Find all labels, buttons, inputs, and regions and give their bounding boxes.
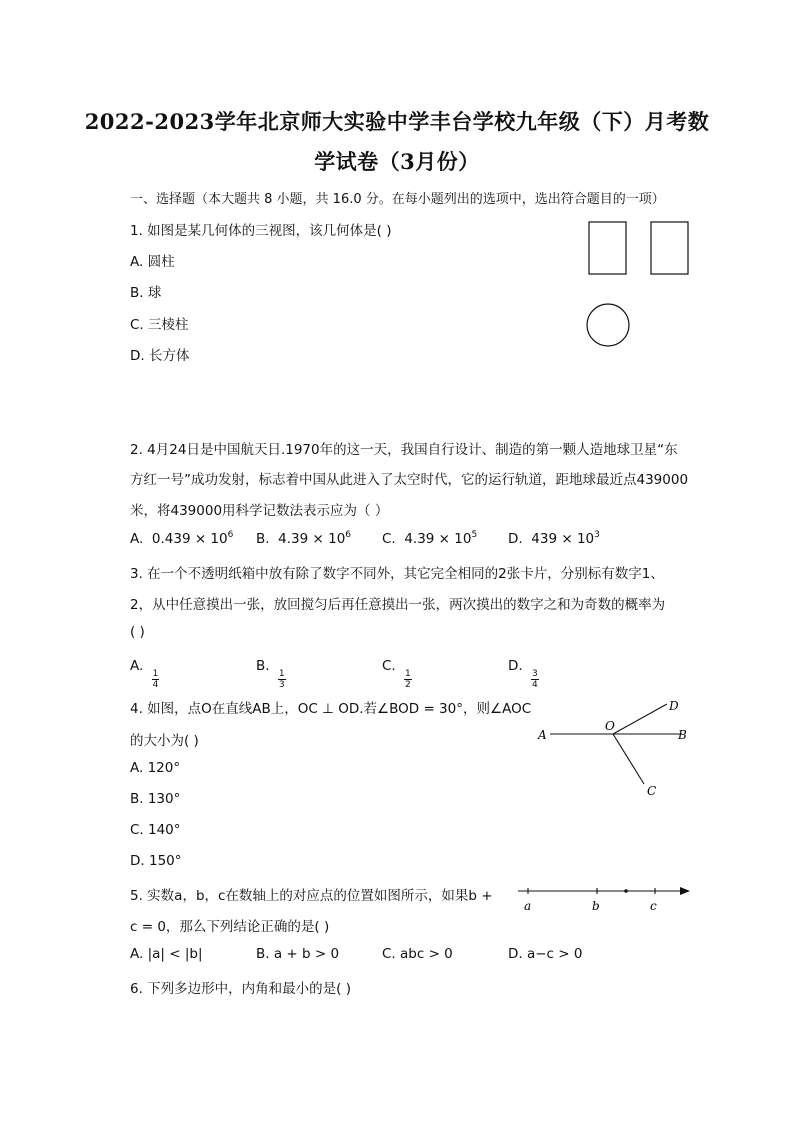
q4-option-d: D. 150° [130,853,182,869]
label-d: D [669,699,679,713]
fraction: $\frac{3}{4}$ [531,669,538,690]
q5-number-line [510,878,695,918]
q4-option-b: B. 130° [130,791,181,807]
q2-option-a: A. $0.439 \times 10^6$ [130,530,234,547]
front-view-rect [589,222,626,274]
q2-stem-line1: 2. 4月24日是中国航天日.1970年的这一天，我国自行设计、制造的第一颗人造地球卫星“东 [130,442,678,458]
q2-option-b: B. $4.39 \times 10^6$ [256,530,352,547]
q1-three-views-figure [580,215,700,355]
fraction: $\frac{1}{2}$ [405,669,411,690]
q5-option-c: C. abc > 0 [382,946,453,962]
q1-stem: 1. 如图是某几何体的三视图，该几何体是( ) [130,223,392,239]
top-view-circle [587,304,629,346]
q4-stem-line2: 的大小为( ) [130,733,199,749]
q5-option-d: D. a−c > 0 [508,946,583,962]
fraction: $\frac{1}{4}$ [152,669,159,690]
q3-stem-line1: 3. 在一个不透明纸箱中放有除了数字不同外，其它完全相同的2张卡片，分别标有数字1、 [130,566,664,582]
fraction: $\frac{1}{3}$ [278,669,285,690]
label-c: C [647,784,657,798]
label-b: B [678,728,687,742]
label-c: c [650,899,657,913]
q4-stem-line1: 4. 如图，点O在直线AB上，OC ⊥ OD.若∠BOD = 30°，则∠AOC [130,701,532,717]
q1-option-a: A. 圆柱 [130,254,175,270]
origin-dot [624,889,628,893]
ray-oc [613,734,644,784]
exam-title-line2: 学试卷（3月份） [314,149,480,174]
label-o: O [605,719,615,733]
label-a: a [524,899,532,913]
q2-option-d: D. $439 \times 10^3$ [508,530,600,547]
q1-option-c: C. 三棱柱 [130,317,189,333]
q2-stem-line2: 方红一号”成功发射，标志着中国从此进入了太空时代，它的运行轨道，距地球最近点439000 [130,472,689,488]
q6-stem: 6. 下列多边形中，内角和最小的是( ) [130,981,351,997]
q4-option-a: A. 120° [130,760,181,776]
q3-option-b: B. $\frac{1}{3}$ [256,658,285,690]
q3-stem-line3: ( ) [130,624,145,640]
section-heading: 一、选择题（本大题共 8 小题，共 16.0 分。在每小题列出的选项中，选出符合题目的一项） [130,192,665,207]
q5-stem-line2: c = 0，那么下列结论正确的是( ) [130,919,330,935]
q5-option-b: B. a + b > 0 [256,946,340,962]
side-view-rect [651,222,688,274]
q3-option-d: D. $\frac{3}{4}$ [508,658,538,690]
q5-stem-line1: 5. 实数a，b，c在数轴上的对应点的位置如图所示，如果b + [130,888,493,904]
exam-title-line1: 2022-2023学年北京师大实验中学丰台学校九年级（下）月考数 [84,109,710,134]
q3-option-c: C. $\frac{1}{2}$ [382,658,411,690]
ray-od [613,704,667,734]
label-a: A [538,728,547,742]
q2-stem-line3: 米，将439000用科学记数法表示应为（ ） [130,503,389,519]
q4-option-c: C. 140° [130,822,181,838]
arrow-head-icon [680,887,690,895]
q3-option-a: A. $\frac{1}{4}$ [130,658,159,690]
q2-option-c: C. $4.39 \times 10^5$ [382,530,478,547]
q1-option-d: D. 长方体 [130,348,190,364]
q4-angle-figure [530,692,700,807]
q5-option-a: A. |a| < |b| [130,946,203,962]
q1-option-b: B. 球 [130,285,162,301]
label-b: b [592,899,600,913]
q3-stem-line2: 2，从中任意摸出一张，放回搅匀后再任意摸出一张，两次摸出的数字之和为奇数的概率为 [130,597,666,613]
